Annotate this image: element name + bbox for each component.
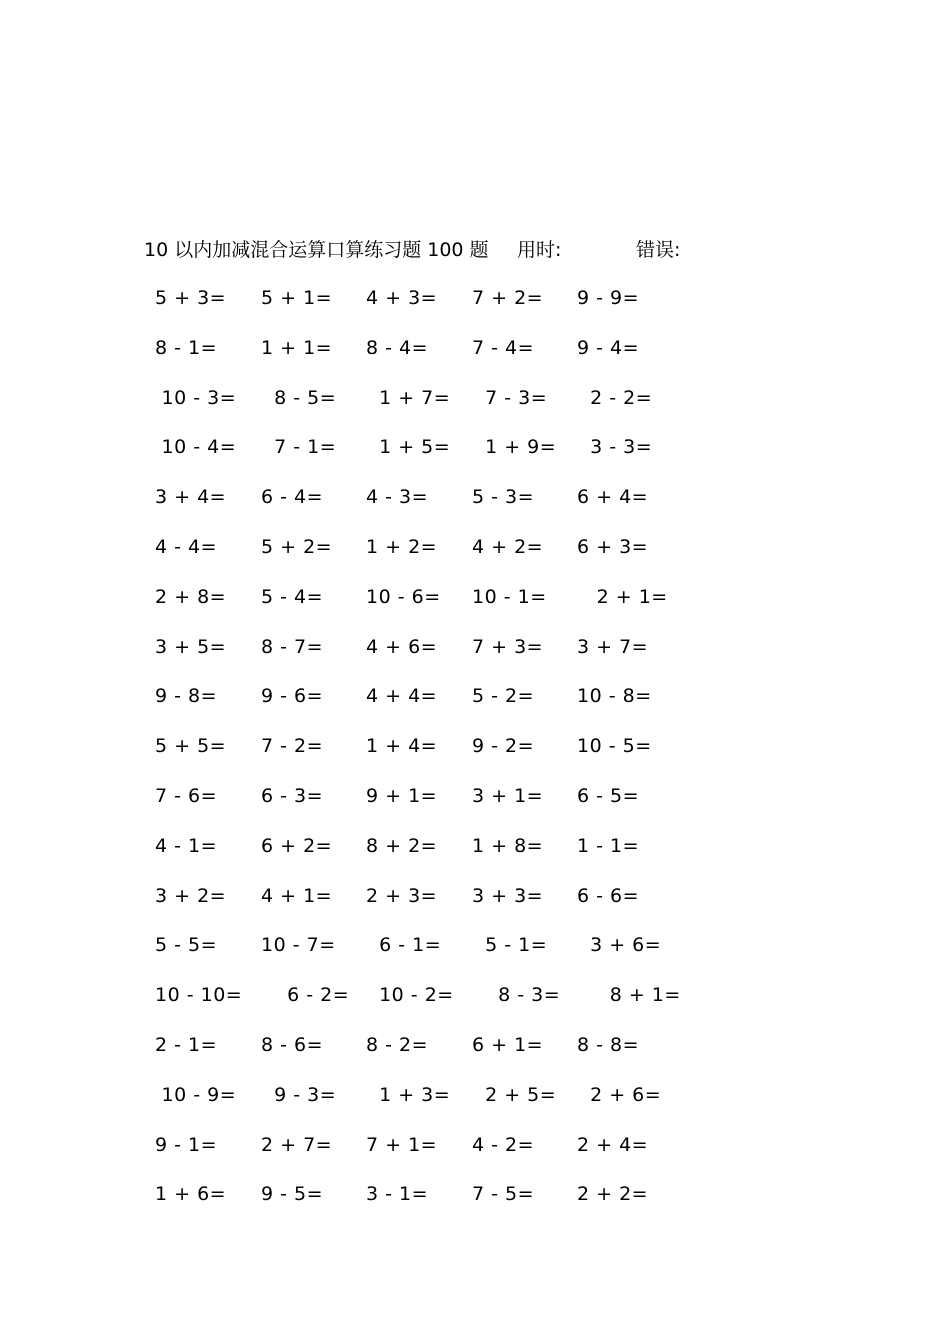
problem-item: 8 + 1= bbox=[577, 984, 681, 1007]
problem-row bbox=[0, 782, 950, 832]
problem-item: 8 - 4= bbox=[366, 336, 429, 359]
problem-item: 5 - 2= bbox=[472, 685, 535, 708]
problem-item: 5 + 5= bbox=[155, 735, 227, 758]
problem-row bbox=[0, 533, 950, 583]
problem-item: 6 + 2= bbox=[261, 834, 333, 857]
problem-item: 7 + 3= bbox=[472, 635, 544, 658]
problem-item: 6 + 1= bbox=[472, 1033, 544, 1056]
problem-item: 3 + 3= bbox=[472, 884, 544, 907]
problem-item: 8 - 7= bbox=[261, 635, 324, 658]
problem-row bbox=[0, 483, 950, 533]
problem-item: 3 + 5= bbox=[155, 635, 227, 658]
problem-item: 2 + 1= bbox=[577, 585, 668, 608]
problem-row bbox=[0, 583, 950, 633]
problem-item: 1 + 5= bbox=[366, 436, 451, 459]
problem-item: 4 - 4= bbox=[155, 535, 218, 558]
problem-item: 2 + 4= bbox=[577, 1133, 649, 1156]
worksheet-title: 10 以内加减混合运算口算练习题 100 题 bbox=[144, 239, 489, 261]
problem-item: 9 - 6= bbox=[261, 685, 324, 708]
problem-item: 10 - 9= bbox=[155, 1083, 237, 1106]
problem-row bbox=[0, 931, 950, 981]
problem-item: 4 - 1= bbox=[155, 834, 218, 857]
problem-item: 10 - 8= bbox=[577, 685, 652, 708]
problem-row bbox=[0, 732, 950, 782]
problem-item: 7 + 1= bbox=[366, 1133, 438, 1156]
problem-item: 8 + 2= bbox=[366, 834, 438, 857]
problem-item: 1 + 1= bbox=[261, 336, 333, 359]
problem-item: 3 + 6= bbox=[577, 934, 662, 957]
problem-item: 2 + 7= bbox=[261, 1133, 333, 1156]
problem-item: 1 + 8= bbox=[472, 834, 544, 857]
problem-item: 3 + 1= bbox=[472, 784, 544, 807]
problem-item: 5 + 3= bbox=[155, 287, 227, 309]
problem-item: 6 - 4= bbox=[261, 486, 324, 509]
problem-item: 6 + 3= bbox=[577, 535, 649, 558]
problem-item: 4 + 6= bbox=[366, 635, 438, 658]
problem-item: 9 - 9= bbox=[577, 287, 640, 309]
problem-item: 10 - 7= bbox=[261, 934, 336, 957]
problem-item: 8 - 5= bbox=[261, 386, 337, 409]
problem-item: 3 - 1= bbox=[366, 1183, 429, 1206]
problem-item: 8 - 1= bbox=[155, 336, 218, 359]
problem-item: 2 + 6= bbox=[577, 1083, 662, 1106]
problem-item: 5 + 2= bbox=[261, 535, 333, 558]
problem-item: 7 + 2= bbox=[472, 287, 544, 309]
problem-item: 6 + 4= bbox=[577, 486, 649, 509]
problem-item: 7 - 4= bbox=[472, 336, 535, 359]
problem-item: 7 - 5= bbox=[472, 1183, 535, 1206]
problem-row bbox=[0, 1180, 950, 1230]
problem-item: 3 + 4= bbox=[155, 486, 227, 509]
problem-item: 4 + 4= bbox=[366, 685, 438, 708]
problem-item: 4 + 2= bbox=[472, 535, 544, 558]
problem-item: 9 - 8= bbox=[155, 685, 218, 708]
problem-item: 8 - 6= bbox=[261, 1033, 324, 1056]
problem-item: 7 - 3= bbox=[472, 386, 548, 409]
problem-item: 5 - 4= bbox=[261, 585, 324, 608]
problem-item: 6 - 2= bbox=[261, 984, 350, 1007]
problem-row bbox=[0, 384, 950, 434]
problem-item: 4 + 1= bbox=[261, 884, 333, 907]
problem-item: 3 - 3= bbox=[577, 436, 653, 459]
problem-item: 4 - 3= bbox=[366, 486, 429, 509]
problem-item: 1 + 7= bbox=[366, 386, 451, 409]
problem-item: 8 - 2= bbox=[366, 1033, 429, 1056]
problem-item: 2 + 2= bbox=[577, 1183, 649, 1206]
problem-item: 6 - 5= bbox=[577, 784, 640, 807]
problem-item: 7 - 6= bbox=[155, 784, 218, 807]
worksheet-header bbox=[144, 236, 764, 264]
problem-item: 8 - 8= bbox=[577, 1033, 640, 1056]
problem-item: 6 - 6= bbox=[577, 884, 640, 907]
problem-item: 5 - 3= bbox=[472, 486, 535, 509]
problem-item: 10 - 2= bbox=[366, 984, 454, 1007]
problem-item: 6 - 3= bbox=[261, 784, 324, 807]
problem-item: 1 + 9= bbox=[472, 436, 557, 459]
problem-item: 7 - 1= bbox=[261, 436, 337, 459]
problem-item: 3 + 7= bbox=[577, 635, 649, 658]
time-label: 用时: bbox=[517, 239, 562, 261]
problem-row bbox=[0, 1131, 950, 1181]
problem-item: 10 - 4= bbox=[155, 436, 237, 459]
problem-item: 5 - 1= bbox=[472, 934, 548, 957]
problem-item: 5 - 5= bbox=[155, 934, 218, 957]
problem-item: 2 - 2= bbox=[577, 386, 653, 409]
problem-item: 4 + 3= bbox=[366, 287, 438, 309]
problem-item: 6 - 1= bbox=[366, 934, 442, 957]
problem-item: 10 - 6= bbox=[366, 585, 441, 608]
problem-item: 1 - 1= bbox=[577, 834, 640, 857]
problem-item: 10 - 10= bbox=[155, 984, 243, 1007]
problem-row bbox=[0, 832, 950, 882]
problem-item: 9 - 5= bbox=[261, 1183, 324, 1206]
problem-item: 9 - 2= bbox=[472, 735, 535, 758]
problem-item: 8 - 3= bbox=[472, 984, 561, 1007]
problem-row bbox=[0, 1031, 950, 1081]
problem-item: 2 - 1= bbox=[155, 1033, 218, 1056]
problem-item: 1 + 2= bbox=[366, 535, 438, 558]
problem-item: 2 + 8= bbox=[155, 585, 227, 608]
problem-row bbox=[0, 334, 950, 384]
problem-item: 10 - 1= bbox=[472, 585, 547, 608]
problem-row bbox=[0, 633, 950, 683]
problem-row bbox=[0, 882, 950, 932]
problem-item: 9 + 1= bbox=[366, 784, 438, 807]
problem-item: 3 + 2= bbox=[155, 884, 227, 907]
problem-item: 10 - 5= bbox=[577, 735, 652, 758]
problem-grid bbox=[0, 284, 950, 1230]
errors-label: 错误: bbox=[636, 239, 681, 261]
problem-item: 9 - 1= bbox=[155, 1133, 218, 1156]
problem-item: 9 - 4= bbox=[577, 336, 640, 359]
problem-item: 5 + 1= bbox=[261, 287, 333, 309]
problem-item: 1 + 6= bbox=[155, 1183, 227, 1206]
problem-row bbox=[0, 1081, 950, 1131]
problem-item: 1 + 3= bbox=[366, 1083, 451, 1106]
problem-item: 4 - 2= bbox=[472, 1133, 535, 1156]
problem-row bbox=[0, 981, 950, 1031]
problem-item: 7 - 2= bbox=[261, 735, 324, 758]
problem-item: 10 - 3= bbox=[155, 386, 237, 409]
problem-item: 1 + 4= bbox=[366, 735, 438, 758]
problem-item: 2 + 3= bbox=[366, 884, 438, 907]
problem-row bbox=[0, 433, 950, 483]
problem-row bbox=[0, 284, 950, 334]
problem-item: 2 + 5= bbox=[472, 1083, 557, 1106]
problem-row bbox=[0, 682, 950, 732]
problem-item: 9 - 3= bbox=[261, 1083, 337, 1106]
